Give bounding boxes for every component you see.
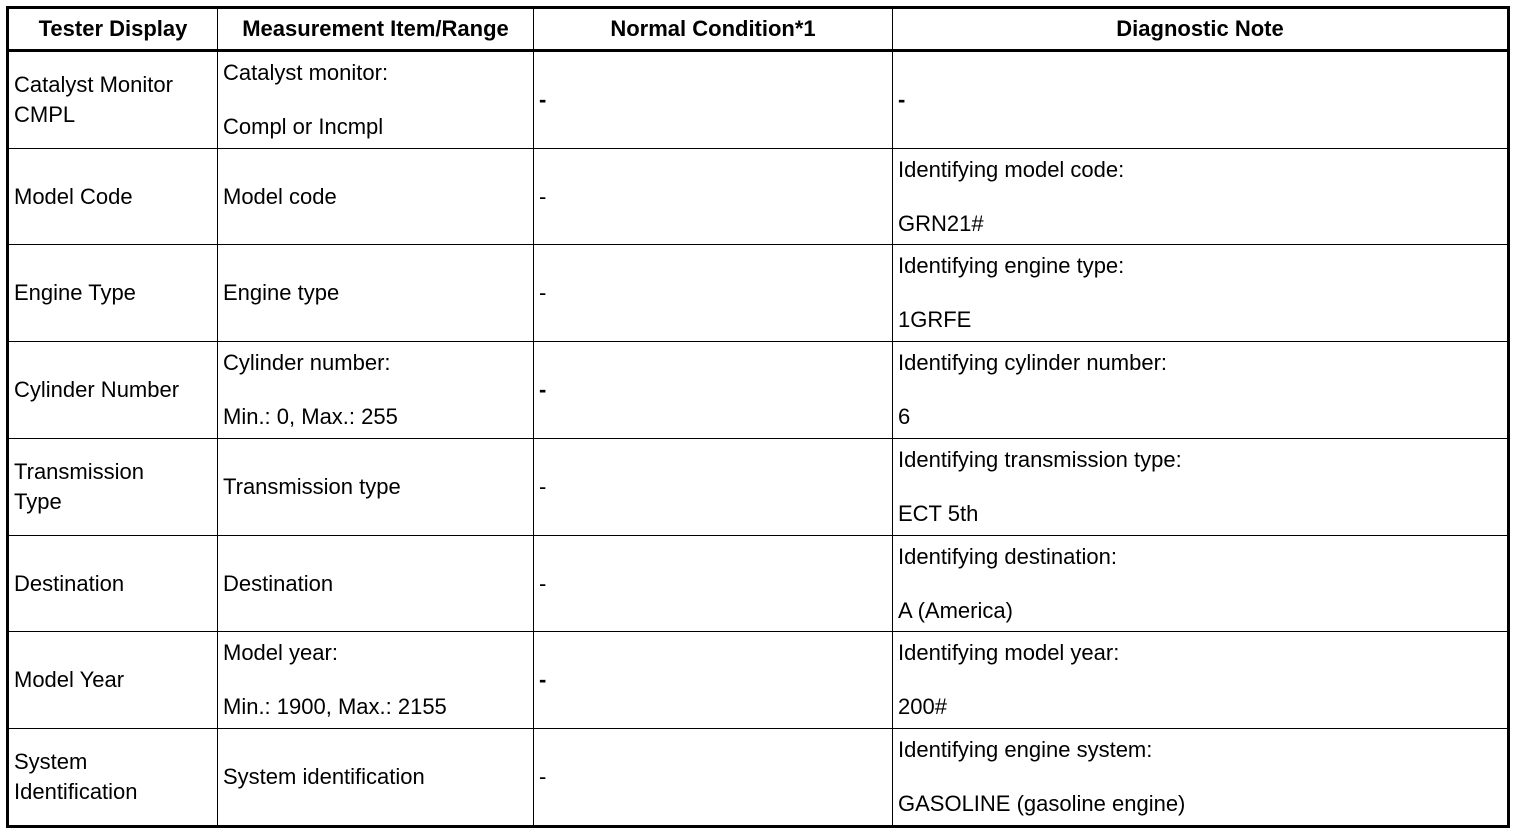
table-row: [8, 342, 1509, 439]
table-row: [8, 51, 1509, 149]
header-diagnostic-note: Diagnostic Note: [893, 8, 1509, 51]
measurement-line: Model year:: [223, 640, 338, 666]
cell-measurement-item: [218, 632, 534, 729]
note-line: Identifying model code:: [898, 156, 1125, 182]
header-normal-condition: Normal Condition*1: [534, 8, 893, 51]
cell-normal-condition: -: [534, 535, 893, 632]
cell-diagnostic-note: [893, 245, 1509, 342]
note-line: Identifying engine type:: [898, 253, 1125, 279]
cell-diagnostic-note: [893, 148, 1509, 245]
cell-tester-display: Model Year: [8, 632, 218, 729]
cell-diagnostic-note: [893, 535, 1509, 632]
cell-diagnostic-note: [893, 729, 1509, 827]
table-row: [8, 438, 1509, 535]
cell-normal-condition: -: [534, 729, 893, 827]
cell-tester-display: Destination: [8, 535, 218, 632]
table-row: [8, 245, 1509, 342]
cell-diagnostic-note: [893, 632, 1509, 729]
cell-diagnostic-note: [893, 342, 1509, 439]
measurement-line: Min.: 1900, Max.: 2155: [223, 694, 447, 720]
cell-normal-condition: -: [534, 632, 893, 729]
cell-measurement-item: System identification: [218, 729, 534, 827]
table-row: [8, 632, 1509, 729]
cell-diagnostic-note: -: [893, 51, 1509, 149]
cell-measurement-item: Destination: [218, 535, 534, 632]
note-line: ECT 5th: [898, 500, 979, 526]
diagnostic-data-table: [6, 6, 1510, 828]
note-line: Identifying model year:: [898, 640, 1120, 666]
table-row: [8, 148, 1509, 245]
note-line: Identifying engine system:: [898, 737, 1153, 763]
cell-normal-condition: -: [534, 245, 893, 342]
note-line: GASOLINE (gasoline engine): [898, 791, 1186, 817]
header-tester-display: Tester Display: [8, 8, 218, 51]
header-measurement-item: Measurement Item/Range: [218, 8, 534, 51]
cell-tester-display: Model Code: [8, 148, 218, 245]
note-line: Identifying transmission type:: [898, 446, 1182, 472]
measurement-line: Cylinder number:: [223, 350, 391, 376]
note-line: 1GRFE: [898, 307, 972, 333]
cell-tester-display: Engine Type: [8, 245, 218, 342]
measurement-line: Catalyst monitor:: [223, 59, 389, 85]
cell-tester-display: Catalyst Monitor CMPL: [8, 51, 218, 149]
cell-measurement-item: [218, 342, 534, 439]
measurement-line: Min.: 0, Max.: 255: [223, 404, 398, 430]
cell-normal-condition: -: [534, 51, 893, 149]
measurement-line: Compl or Incmpl: [223, 113, 384, 139]
note-line: Identifying destination:: [898, 543, 1117, 569]
cell-measurement-item: [218, 51, 534, 149]
cell-tester-display: System Identification: [8, 729, 218, 827]
note-line: 6: [898, 404, 911, 430]
cell-normal-condition: -: [534, 438, 893, 535]
table-header-row: [8, 8, 1509, 51]
table-row: [8, 729, 1509, 827]
cell-measurement-item: Model code: [218, 148, 534, 245]
cell-tester-display: Cylinder Number: [8, 342, 218, 439]
note-line: Identifying cylinder number:: [898, 350, 1168, 376]
cell-diagnostic-note: [893, 438, 1509, 535]
cell-tester-display: Transmission Type: [8, 438, 218, 535]
note-line: A (America): [898, 597, 1013, 623]
cell-measurement-item: Transmission type: [218, 438, 534, 535]
cell-measurement-item: Engine type: [218, 245, 534, 342]
note-line: GRN21#: [898, 210, 984, 236]
cell-normal-condition: -: [534, 148, 893, 245]
cell-normal-condition: -: [534, 342, 893, 439]
note-line: 200#: [898, 694, 947, 720]
table-row: [8, 535, 1509, 632]
